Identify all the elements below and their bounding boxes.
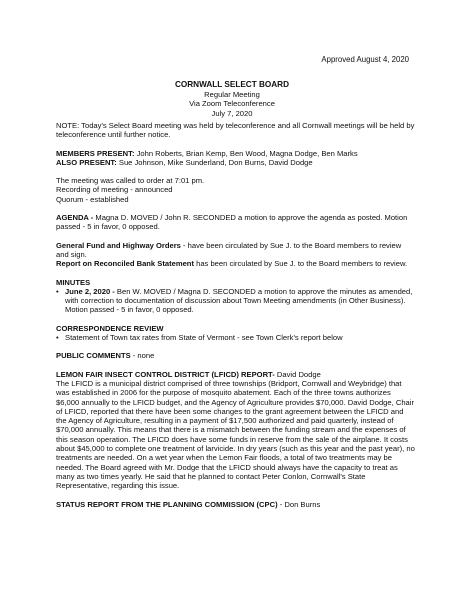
public-comments-text: - none [130, 351, 155, 361]
meeting-venue: Via Zoom Teleconference [189, 99, 275, 109]
also-present-label: ALSO PRESENT: [56, 157, 117, 167]
teleconference-note: NOTE: Today's Select Board meeting was held by teleconference and all Cornwall meetings will be held by teleconference until further notice. [56, 121, 415, 140]
orders-section [56, 241, 416, 260]
lficd-presenter: David Dodge [274, 369, 321, 379]
members-present-names: John Roberts, Brian Kemp, Ben Wood, Magna Dodge, Ben Marks [134, 148, 358, 158]
orders-label: General Fund and Highway Orders [56, 240, 181, 250]
minutes-list-item [56, 287, 416, 315]
bank-statement-section [56, 259, 416, 268]
meeting-date: July 7, 2020 [211, 108, 253, 118]
lficd-heading-text: LEMON FAIR INSECT CONTROL DISTRICT (LFICD) REPORT- [56, 369, 275, 379]
public-comments [56, 351, 416, 360]
members-present [56, 149, 416, 158]
correspondence-item-text: Statement of Town tax rates from State of Vermont - see Town Clerk's report below [65, 333, 343, 343]
minutes-item-text: Ben W. MOVED / Magna D. SECONDED a motion to approve the minutes as amended, with correction to documentation of discussion about Town Meeting amendments (in Other Business). Motion passed - 5 in favor, 0 opposed. [65, 286, 413, 315]
bullet-glyph: • [56, 333, 59, 343]
also-present [56, 158, 416, 167]
bank-statement-text: has been circulated by Sue J. to the Board members to review. [193, 259, 408, 269]
cpc-heading-text: STATUS REPORT FROM THE PLANNING COMMISSION (CPC) [56, 499, 278, 509]
approval-date: Approved August 4, 2020 [321, 55, 409, 64]
members-present-label: MEMBERS PRESENT: [56, 148, 135, 158]
call-to-order: The meeting was called to order at 7:01 pm. [56, 176, 205, 186]
correspondence-heading-text: CORRESPONDENCE REVIEW [56, 323, 164, 333]
bank-statement-label: Report on Reconciled Bank Statement [56, 259, 194, 269]
agenda-text: Magna D. MOVED / John R. SECONDED a motion to approve the agenda as posted. Motion passed - 5 in favor, 0 opposed. [56, 213, 408, 232]
minutes-item-label: June 2, 2020 - [65, 286, 115, 296]
bullet-glyph: • [56, 286, 59, 296]
correspondence-heading [56, 324, 416, 333]
document-title: CORNWALL SELECT BOARD [174, 80, 290, 89]
recording-status: Recording of meeting - announced [56, 185, 173, 195]
public-comments-label: PUBLIC COMMENTS [56, 351, 131, 361]
lficd-report-text: The LFICD is a municipal district comprised of three townships (Bridport, Cornwall and Weybridge) that was established in 2006 for the purpose of mosquito abatement. Each of the three towns authorizes $6,000 annually to the LFICD budget, and the Agency of Agriculture provides $70,000. David Dodge, Chair of LFICD, reported that there have been some changes to the grant agreement between the LFICD and the Agency of Agriculture, resulting in a payment of $17,500 authorized and paid quarterly, instead of $70,000 annually. This means that there is a mismatch between the funding stream and the expenses of this season operation. The LFICD does have some funds in reserve from the sale of the airplane. It costs about $45,000 to complete one treatment of larvicide. In dry years (such as this year and the past year), no treatments are needed. On a wet year when the Lemon Fair floods, a total of two treatments may be needed. The Board agreed with Mr. Dodge that the LFICD should always have the capacity to treat as many as two times yearly. He said that he planned to contact Peter Conlon, Cornwall's State Representative, regarding this issue. [56, 378, 415, 491]
cpc-presenter: - Don Burns [277, 499, 321, 509]
lficd-heading [56, 370, 416, 379]
also-present-names: Sue Johnson, Mike Sunderland, Don Burns, David Dodge [116, 157, 313, 167]
minutes-body [56, 121, 416, 509]
meeting-type: Regular Meeting [204, 90, 260, 99]
agenda-label: AGENDA - [56, 213, 94, 223]
minutes-heading [56, 278, 416, 287]
orders-text: - have been circulated by Sue J. to the Board members to review and sign. [56, 240, 402, 259]
correspondence-list-item [56, 333, 416, 342]
minutes-item-content [65, 287, 416, 315]
cpc-heading [56, 500, 416, 509]
agenda-section [56, 213, 416, 232]
quorum-status: Quorum - established [56, 194, 129, 204]
document-header [0, 80, 464, 118]
minutes-heading-text: MINUTES [56, 277, 91, 287]
